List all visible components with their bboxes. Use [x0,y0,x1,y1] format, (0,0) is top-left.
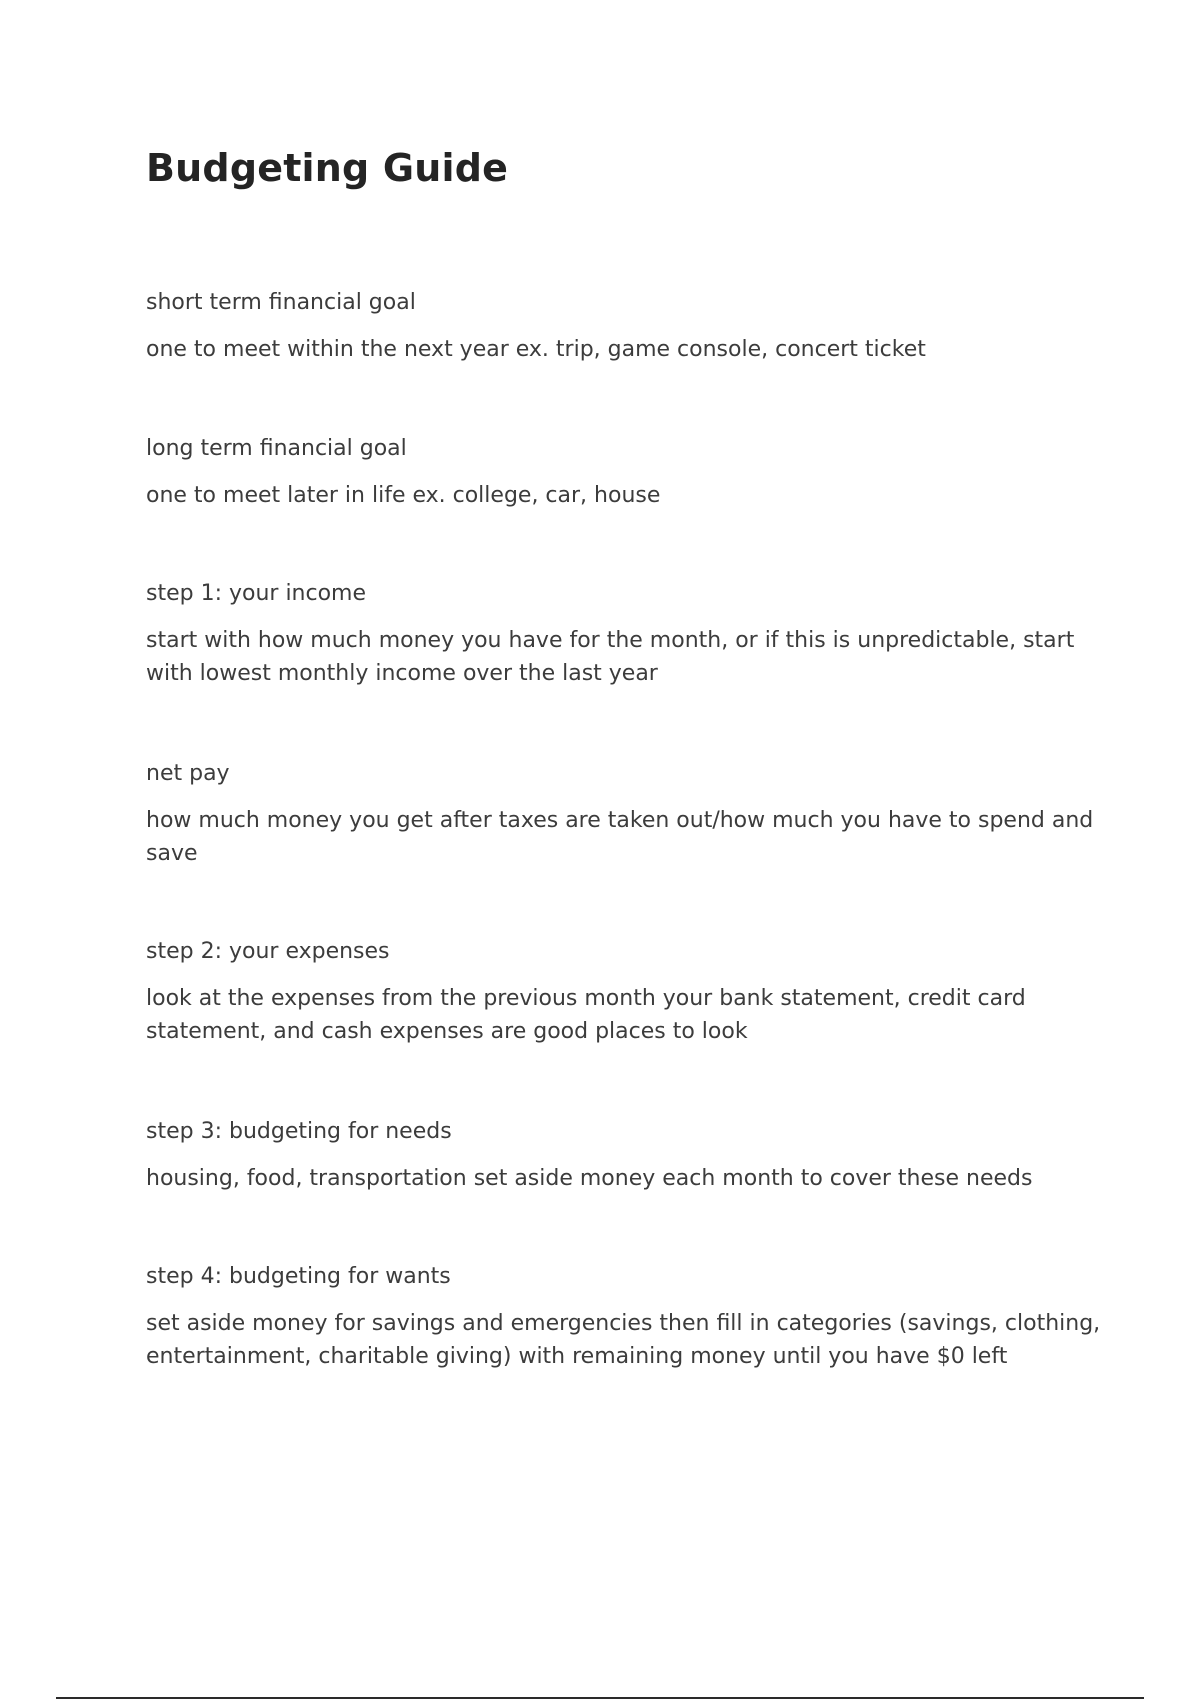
section-wants [146,1261,1106,1373]
section-expenses [146,936,1106,1048]
section-heading: net pay [146,761,230,786]
section-short-term-goal [146,287,1106,366]
section-income [146,578,1106,690]
section-heading: step 1: your income [146,581,367,606]
section-body: look at the expenses from the previous month your bank statement, credit card statement, and cash expenses are good places to look [146,986,1026,1044]
section-heading: step 2: your expenses [146,939,390,964]
section-body: one to meet within the next year ex. trip, game console, concert ticket [146,337,926,362]
section-needs [146,1116,1106,1195]
footer-divider [56,1697,1144,1699]
section-body: set aside money for savings and emergencies then fill in categories (savings, clothing, entertainment, charitable giving) with remaining money until you have $0 left [146,1311,1101,1369]
section-body: start with how much money you have for the month, or if this is unpredictable, start with lowest monthly income over the last year [146,628,1075,686]
section-heading: long term financial goal [146,436,407,461]
section-long-term-goal [146,433,1106,512]
section-net-pay [146,758,1106,870]
page-title: Budgeting Guide [146,146,509,190]
section-body: how much money you get after taxes are taken out/how much you have to spend and save [146,808,1094,866]
section-heading: step 4: budgeting for wants [146,1264,451,1289]
section-heading: step 3: budgeting for needs [146,1119,452,1144]
section-body: housing, food, transportation set aside money each month to cover these needs [146,1166,1033,1191]
section-heading: short term financial goal [146,290,416,315]
section-body: one to meet later in life ex. college, car, house [146,483,661,508]
